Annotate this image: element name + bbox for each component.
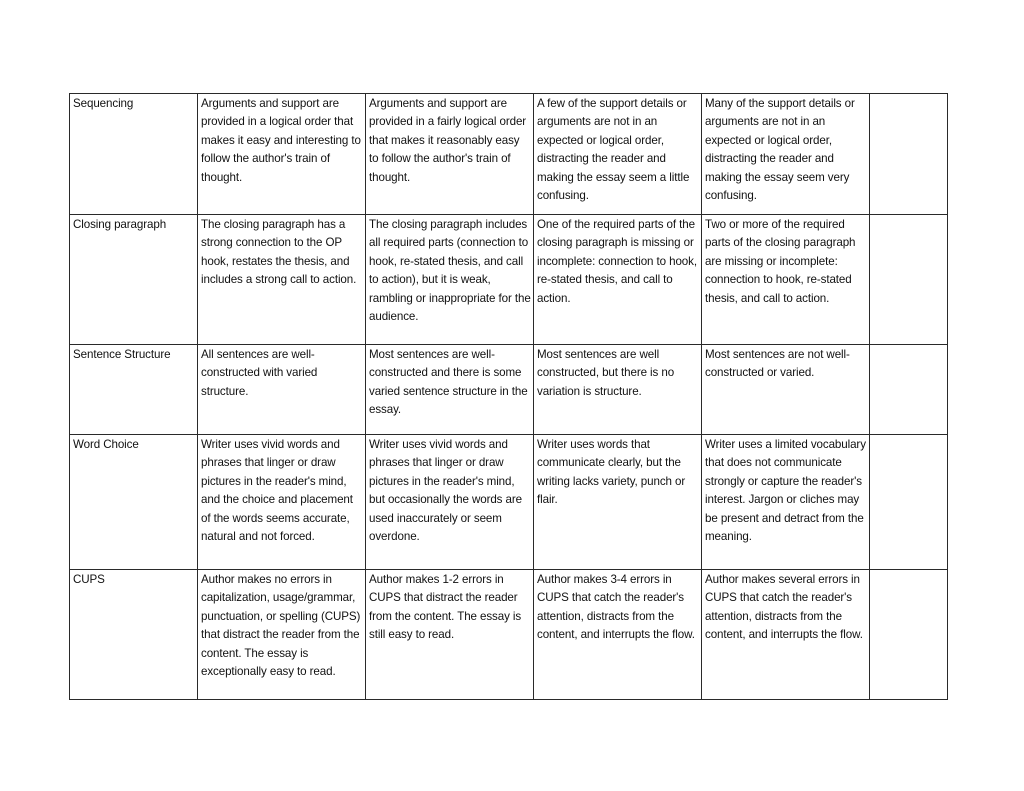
- level-cell: Arguments and support are provided in a logical order that makes it easy and interesting to follow the author's train of thought.: [198, 94, 366, 215]
- rubric-row-sentence-structure: [70, 345, 948, 435]
- criterion-cell: Closing paragraph: [70, 215, 198, 345]
- level-cell: Most sentences are well constructed, but there is no variation is structure.: [534, 345, 702, 435]
- rubric-row-sequencing: [70, 94, 948, 215]
- criterion-cell: Word Choice: [70, 435, 198, 570]
- criterion-cell: Sentence Structure: [70, 345, 198, 435]
- criterion-cell: CUPS: [70, 570, 198, 700]
- criterion-cell: Sequencing: [70, 94, 198, 215]
- score-cell: [870, 435, 948, 570]
- level-cell: All sentences are well-constructed with varied structure.: [198, 345, 366, 435]
- level-cell: One of the required parts of the closing paragraph is missing or incomplete: connection to hook, re-stated thesis, and call to action.: [534, 215, 702, 345]
- rubric-row-cups: [70, 570, 948, 700]
- level-cell: Writer uses vivid words and phrases that linger or draw pictures in the reader's mind, but occasionally the words are used inaccurately or seem overdone.: [366, 435, 534, 570]
- level-cell: Author makes 3-4 errors in CUPS that catch the reader's attention, distracts from the content, and interrupts the flow.: [534, 570, 702, 700]
- level-cell: Author makes no errors in capitalization, usage/grammar, punctuation, or spelling (CUPS) that distract the reader from the content. The essay is exceptionally easy to read.: [198, 570, 366, 700]
- level-cell: Author makes several errors in CUPS that catch the reader's attention, distracts from the content, and interrupts the flow.: [702, 570, 870, 700]
- score-cell: [870, 215, 948, 345]
- rubric-row-closing-paragraph: [70, 215, 948, 345]
- level-cell: Most sentences are not well-constructed or varied.: [702, 345, 870, 435]
- level-cell: Many of the support details or arguments are not in an expected or logical order, distracting the reader and making the essay seem very confusing.: [702, 94, 870, 215]
- level-cell: Arguments and support are provided in a fairly logical order that makes it reasonably easy to follow the author's train of thought.: [366, 94, 534, 215]
- level-cell: The closing paragraph has a strong connection to the OP hook, restates the thesis, and includes a strong call to action.: [198, 215, 366, 345]
- score-cell: [870, 345, 948, 435]
- level-cell: The closing paragraph includes all required parts (connection to hook, re-stated thesis, and call to action), but it is weak, rambling or inappropriate for the audience.: [366, 215, 534, 345]
- level-cell: Writer uses words that communicate clearly, but the writing lacks variety, punch or flair.: [534, 435, 702, 570]
- score-cell: [870, 570, 948, 700]
- score-cell: [870, 94, 948, 215]
- rubric-table: [69, 93, 948, 700]
- level-cell: A few of the support details or arguments are not in an expected or logical order, distracting the reader and making the essay seem a little confusing.: [534, 94, 702, 215]
- level-cell: Writer uses a limited vocabulary that does not communicate strongly or capture the reader's interest. Jargon or cliches may be present and detract from the meaning.: [702, 435, 870, 570]
- level-cell: Writer uses vivid words and phrases that linger or draw pictures in the reader's mind, and the choice and placement of the words seems accurate, natural and not forced.: [198, 435, 366, 570]
- rubric-row-word-choice: [70, 435, 948, 570]
- level-cell: Most sentences are well-constructed and there is some varied sentence structure in the essay.: [366, 345, 534, 435]
- level-cell: Author makes 1-2 errors in CUPS that distract the reader from the content. The essay is still easy to read.: [366, 570, 534, 700]
- level-cell: Two or more of the required parts of the closing paragraph are missing or incomplete: connection to hook, re-stated thesis, and call to action.: [702, 215, 870, 345]
